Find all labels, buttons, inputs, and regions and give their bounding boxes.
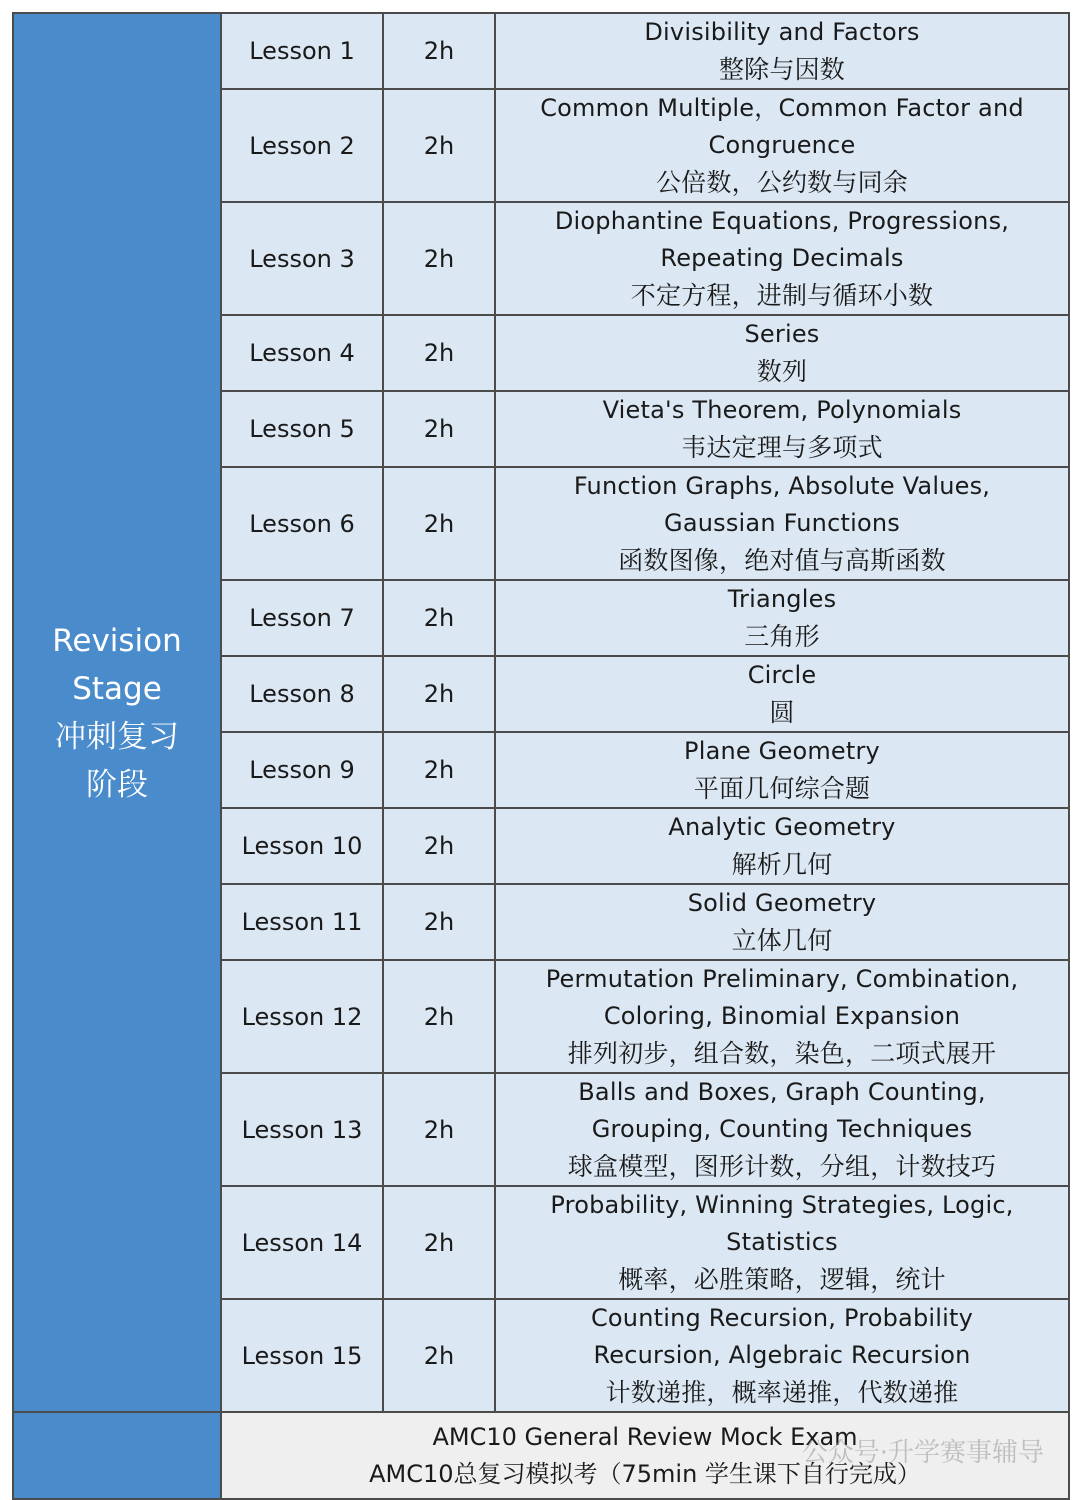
table-row [13,13,1069,89]
lesson-hours-cell: 2h [383,732,495,808]
lesson-name-cell: Lesson 13 [221,1073,383,1186]
lesson-topic-cell [495,1186,1069,1299]
topic-english-line: Common Multiple，Common Factor and [540,94,1024,122]
topic-chinese-line: 圆 [769,698,795,727]
lesson-topic-cell [495,1073,1069,1186]
topic-english-line: Solid Geometry [687,889,877,917]
stage-label-cell [13,13,221,1412]
topic-english-line: Triangles [727,585,837,613]
lesson-hours-cell: 2h [383,656,495,732]
topic-chinese-line: 排列初步，组合数，染色，二项式展开 [567,1039,997,1068]
topic-english-line: Plane Geometry [684,737,880,765]
topic-chinese-line: 函数图像，绝对值与高斯函数 [618,546,946,575]
watermark: 公众号·升学赛事辅导 [801,1438,1044,1468]
lesson-topic-cell [495,1299,1069,1412]
lesson-name-cell: Lesson 5 [221,391,383,467]
lesson-hours-cell: 2h [383,960,495,1073]
topic-english-line: Diophantine Equations, Progressions, [554,207,1010,235]
lesson-hours-cell: 2h [383,13,495,89]
topic-english-line: Analytic Geometry [668,813,896,841]
topic-english-line: Vieta's Theorem, Polynomials [602,396,962,424]
topic-english-line: Statistics [726,1228,838,1256]
lesson-topic-cell [495,808,1069,884]
lesson-name-cell: Lesson 7 [221,580,383,656]
lesson-name-cell: Lesson 1 [221,13,383,89]
topic-chinese-line: 概率，必胜策略，逻辑，统计 [618,1265,946,1294]
lesson-topic-cell [495,89,1069,202]
topic-english-line: Permutation Preliminary, Combination, [545,965,1019,993]
lesson-name-cell: Lesson 9 [221,732,383,808]
topic-english-line: Function Graphs, Absolute Values, [573,472,991,500]
lesson-topic-cell [495,884,1069,960]
lesson-hours-cell: 2h [383,580,495,656]
topic-english-line: Balls and Boxes, Graph Counting, [578,1078,986,1106]
stage-label-line: Stage [72,670,162,707]
lesson-name-cell: Lesson 10 [221,808,383,884]
lesson-hours-cell: 2h [383,391,495,467]
lesson-hours-cell: 2h [383,1073,495,1186]
lesson-topic-cell [495,732,1069,808]
topic-english-line: Series [744,320,820,348]
mock-exam-cell [221,1412,1069,1499]
lesson-hours-cell: 2h [383,89,495,202]
topic-chinese-line: 球盒模型，图形计数，分组，计数技巧 [567,1152,997,1181]
topic-chinese-line: 公倍数，公约数与同余 [655,168,908,197]
footer-row [13,1412,1069,1499]
lesson-name-cell: Lesson 4 [221,315,383,391]
lesson-topic-cell [495,960,1069,1073]
topic-english-line: Divisibility and Factors [644,18,920,46]
topic-chinese-line: 立体几何 [731,926,833,955]
schedule-body [13,13,1069,1499]
topic-chinese-line: 整除与因数 [718,55,845,84]
lesson-name-cell: Lesson 2 [221,89,383,202]
lesson-name-cell: Lesson 8 [221,656,383,732]
lesson-name-cell: Lesson 14 [221,1186,383,1299]
mock-exam-line: AMC10 General Review Mock Exam [432,1422,858,1451]
lesson-topic-cell [495,580,1069,656]
stage-label-line: 阶段 [86,766,148,803]
lesson-topic-cell [495,202,1069,315]
lesson-name-cell: Lesson 3 [221,202,383,315]
lesson-hours-cell: 2h [383,884,495,960]
lesson-hours-cell: 2h [383,315,495,391]
topic-english-line: Probability, Winning Strategies, Logic, [550,1191,1014,1219]
lesson-topic-cell [495,391,1069,467]
topic-chinese-line: 平面几何综合题 [693,774,871,803]
lesson-hours-cell: 2h [383,467,495,580]
topic-english-line: Counting Recursion, Probability [590,1304,974,1332]
lesson-topic-cell [495,467,1069,580]
footer-spacer [13,1412,221,1499]
lesson-topic-cell [495,13,1069,89]
topic-chinese-line: 数列 [756,357,808,386]
topic-chinese-line: 计数递推，概率递推，代数递推 [605,1378,959,1407]
topic-english-line: Recursion, Algebraic Recursion [593,1341,971,1369]
lesson-hours-cell: 2h [383,1186,495,1299]
lesson-hours-cell: 2h [383,202,495,315]
lesson-name-cell: Lesson 6 [221,467,383,580]
lesson-hours-cell: 2h [383,1299,495,1412]
lesson-topic-cell [495,315,1069,391]
stage-label-line: 冲刺复习 [55,718,179,755]
course-schedule-table [12,12,1070,1500]
stage-label-line: Revision [52,622,182,659]
topic-english-line: Circle [747,661,817,689]
topic-english-line: Congruence [708,131,856,159]
topic-chinese-line: 不定方程，进制与循环小数 [630,281,934,310]
topic-chinese-line: 三角形 [744,622,820,651]
lesson-name-cell: Lesson 12 [221,960,383,1073]
lesson-name-cell: Lesson 11 [221,884,383,960]
topic-english-line: Coloring, Binomial Expansion [603,1002,961,1030]
topic-english-line: Grouping, Counting Techniques [591,1115,973,1143]
lesson-name-cell: Lesson 15 [221,1299,383,1412]
topic-english-line: Gaussian Functions [664,509,900,537]
mock-exam-line: AMC10总复习模拟考（75min 学生课下自行完成） [369,1459,921,1488]
topic-english-line: Repeating Decimals [660,244,904,272]
topic-chinese-line: 解析几何 [731,850,833,879]
lesson-topic-cell [495,656,1069,732]
topic-chinese-line: 韦达定理与多项式 [681,433,883,462]
lesson-hours-cell: 2h [383,808,495,884]
